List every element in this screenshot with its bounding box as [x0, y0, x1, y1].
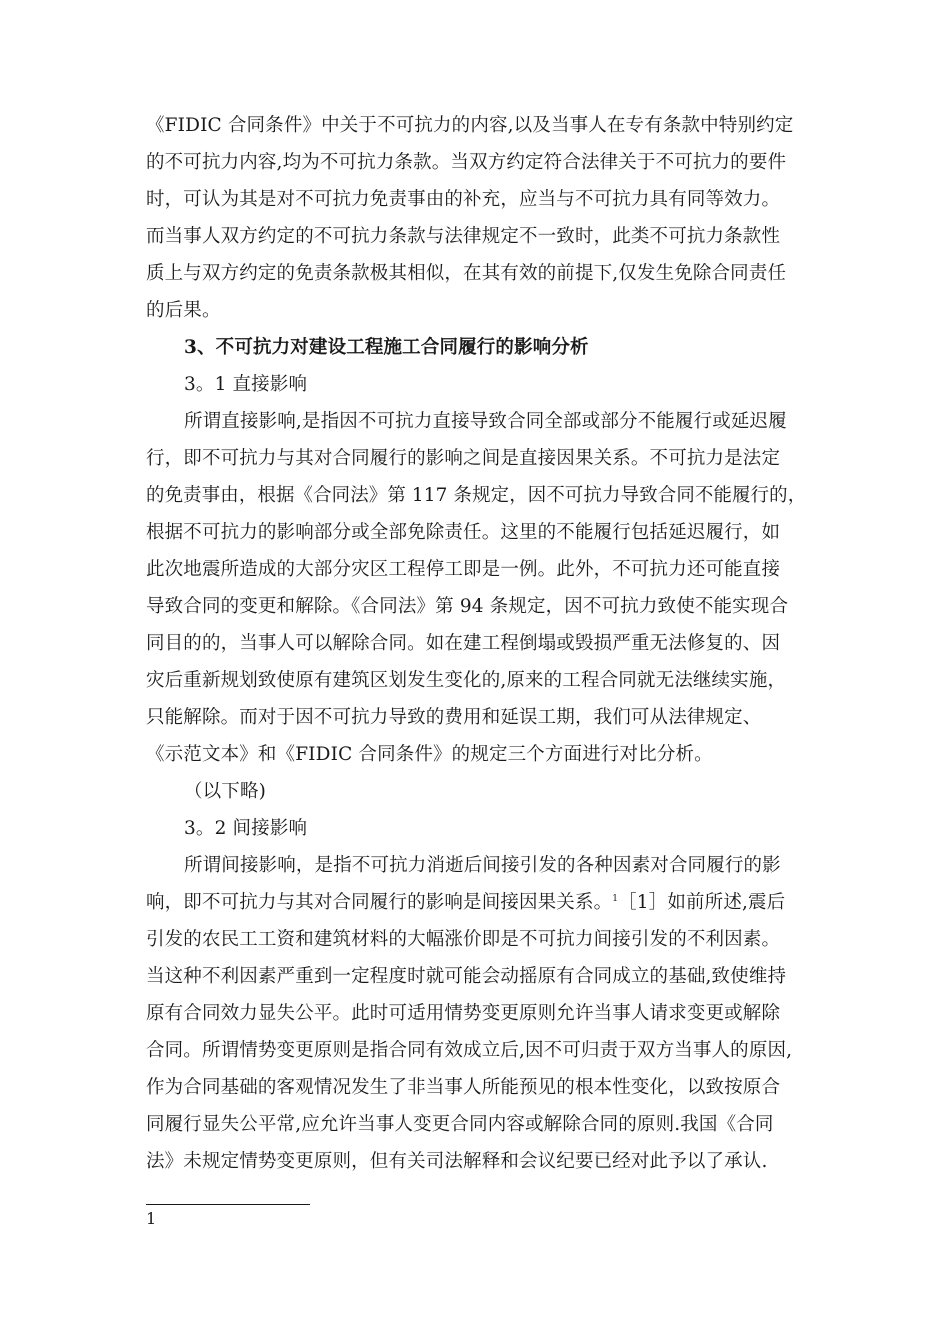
paragraph-line: 法》未规定情势变更原则，但有关司法解释和会议纪要已经对此予以了承认.: [146, 1151, 768, 1172]
paragraph-line: 灾后重新规划致使原有建筑区划发生变化的,原来的工程合同就无法继续实施，: [146, 670, 787, 691]
paragraph-line: 只能解除。而对于因不可抗力导致的费用和延误工期，我们可从法律规定、: [146, 707, 762, 728]
paragraph-line: 《示范文本》和《FIDIC 合同条件》的规定三个方面进行对比分析。: [146, 744, 713, 765]
paragraph-line-with-footnote: [146, 891, 785, 915]
paragraph-line: 引发的农民工工资和建筑材料的大幅涨价即是不可抗力间接引发的不利因素。: [146, 929, 781, 950]
paragraph-line: 作为合同基础的客观情况发生了非当事人所能预见的根本性变化，以致按原合: [146, 1077, 781, 1098]
paragraph-line: 根据不可抗力的影响部分或全部免除责任。这里的不能履行包括延迟履行，如: [146, 522, 781, 543]
paragraph-line: 《FIDIC 合同条件》中关于不可抗力的内容,以及当事人在专有条款中特别约定: [146, 115, 794, 136]
paragraph-line: 而当事人双方约定的不可抗力条款与法律规定不一致时，此类不可抗力条款性: [146, 226, 781, 247]
paragraph-line: 此次地震所造成的大部分灾区工程停工即是一例。此外，不可抗力还可能直接: [146, 559, 781, 580]
paragraph-line: 合同。所谓情势变更原则是指合同有效成立后,因不可归责于双方当事人的原因,: [146, 1040, 793, 1061]
subsection-heading: 3。1 直接影响: [184, 374, 308, 395]
paragraph-line: 的后果。: [146, 300, 221, 321]
omitted-note: （以下略): [184, 781, 266, 802]
subsection-heading: 3。2 间接影响: [184, 818, 308, 839]
paragraph-line: 导致合同的变更和解除。《合同法》第 94 条规定，因不可抗力致使不能实现合: [146, 596, 789, 617]
paragraph-line: 所谓直接影响,是指因不可抗力直接导致合同全部或部分不能履行或延迟履: [184, 411, 787, 432]
footnote-number: 1: [146, 1209, 157, 1228]
paragraph-line: 质上与双方约定的免责条款极其相似，在其有效的前提下,仅发生免除合同责任: [146, 263, 787, 284]
paragraph-line: 行，即不可抗力与其对合同履行的影响之间是直接因果关系。不可抗力是法定: [146, 448, 781, 469]
paragraph-line: 所谓间接影响，是指不可抗力消逝后间接引发的各种因素对合同履行的影: [184, 855, 781, 876]
footnote-reference[interactable]: 1: [612, 893, 619, 904]
section-heading: 3、不可抗力对建设工程施工合同履行的影响分析: [184, 337, 589, 358]
paragraph-line: 的免责事由，根据《合同法》第 117 条规定，因不可抗力导致合同不能履行的，: [146, 485, 807, 506]
paragraph-line: 原有合同效力显失公平。此时可适用情势变更原则允许当事人请求变更或解除: [146, 1003, 781, 1024]
line-text: ［1］如前所述,震后: [618, 892, 786, 913]
paragraph-line: 同履行显失公平常,应允许当事人变更合同内容或解除合同的原则.我国《合同: [146, 1114, 774, 1135]
paragraph-line: 的不可抗力内容,均为不可抗力条款。当双方约定符合法律关于不可抗力的要件: [146, 152, 787, 173]
paragraph-line: 同目的的，当事人可以解除合同。如在建工程倒塌或毁损严重无法修复的、因: [146, 633, 781, 654]
line-text: 响，即不可抗力与其对合同履行的影响是间接因果关系。: [146, 892, 613, 913]
paragraph-line: 当这种不利因素严重到一定程度时就可能会动摇原有合同成立的基础,致使维持: [146, 966, 787, 987]
footnote-separator: [146, 1204, 310, 1205]
paragraph-line: 时，可认为其是对不可抗力免责事由的补充，应当与不可抗力具有同等效力。: [146, 189, 781, 210]
